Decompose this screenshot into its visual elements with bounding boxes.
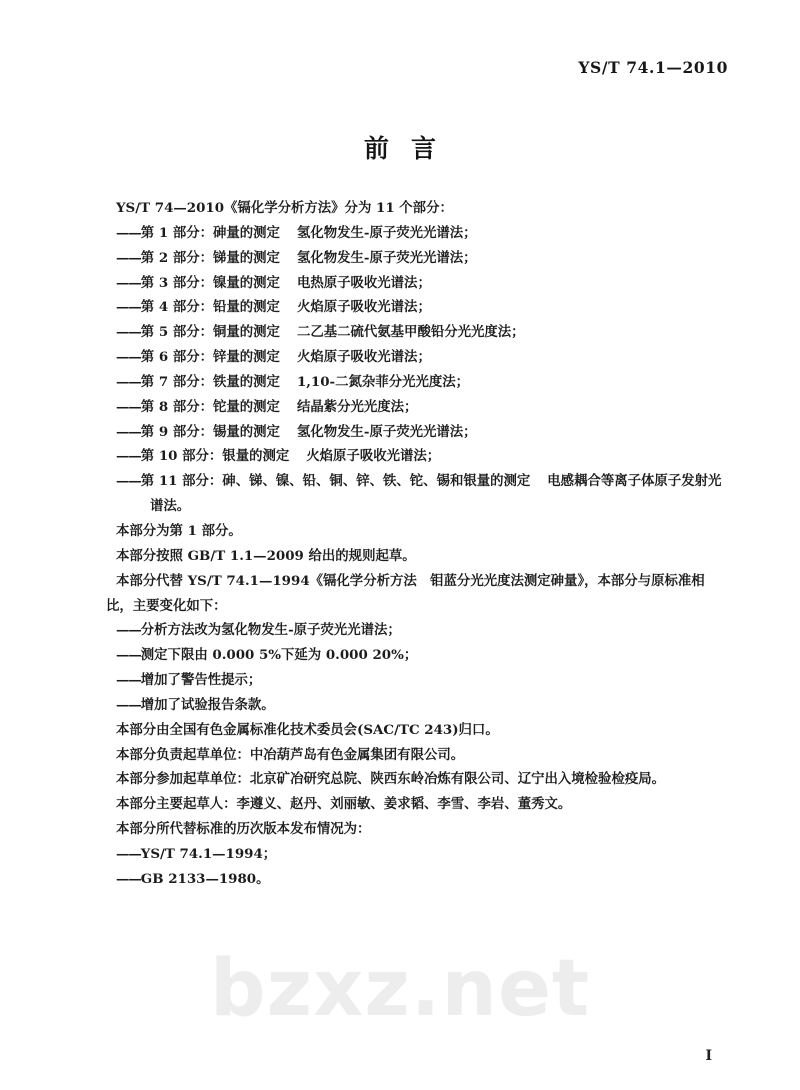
dash-marker: —— bbox=[116, 398, 141, 415]
part-item bbox=[106, 444, 694, 469]
part-method: 氢化物发生-原子荧光光谱法； bbox=[296, 224, 477, 241]
dash-marker: —— bbox=[116, 249, 141, 266]
change-text: 分析方法改为氢化物发生-原子荧光光谱法； bbox=[140, 622, 401, 639]
part-method: 火焰原子吸收光谱法； bbox=[296, 349, 431, 366]
part-method: 1,10-二氮杂菲分光光度法； bbox=[296, 373, 470, 390]
statement-lead-drafter: 本部分负责起草单位：中冶葫芦岛有色金属集团有限公司。 bbox=[116, 746, 465, 763]
page-number: I bbox=[705, 1048, 712, 1064]
dash-marker: —— bbox=[116, 423, 141, 440]
part-label: 第 1 部分：砷量的测定 bbox=[140, 224, 280, 241]
document-body bbox=[106, 196, 722, 892]
history-item bbox=[106, 842, 694, 867]
part-item bbox=[106, 246, 694, 271]
part-method: 氢化物发生-原子荧光光谱法； bbox=[296, 249, 477, 266]
part-item bbox=[106, 221, 694, 246]
part-item bbox=[106, 420, 694, 445]
history-text: GB 2133—1980。 bbox=[140, 870, 270, 887]
dash-marker: —— bbox=[116, 349, 141, 366]
dash-marker: —— bbox=[116, 373, 141, 390]
change-item bbox=[106, 693, 694, 718]
dash-marker: —— bbox=[116, 224, 141, 241]
running-header: YS/T 74.1—2010 bbox=[578, 58, 728, 77]
statement-main-authors: 本部分主要起草人：李遵义、赵丹、刘丽敏、姜求韬、李雪、李岩、董秀文。 bbox=[116, 796, 572, 813]
part-method: 二乙基二硫代氨基甲酸铅分光光度法； bbox=[296, 324, 525, 341]
part-item bbox=[106, 395, 694, 420]
statement-replaces-line2: 比，主要变化如下： bbox=[106, 597, 227, 614]
statement-history-lead: 本部分所代替标准的历次版本发布情况为： bbox=[116, 821, 371, 838]
dash-marker: —— bbox=[116, 696, 141, 713]
statement-this-part: 本部分为第 1 部分。 bbox=[116, 522, 242, 539]
part-label: 第 2 部分：锑量的测定 bbox=[140, 249, 280, 266]
dash-marker: —— bbox=[116, 274, 141, 291]
part-label: 第 10 部分：银量的测定 bbox=[140, 448, 290, 465]
part-item bbox=[106, 295, 694, 320]
change-text: 测定下限由 0.000 5%下延为 0.000 20%； bbox=[140, 647, 418, 664]
change-item bbox=[106, 668, 694, 693]
part-method: 火焰原子吸收光谱法； bbox=[306, 448, 441, 465]
part-item bbox=[106, 370, 694, 395]
history-text: YS/T 74.1—1994； bbox=[140, 845, 277, 862]
part-item bbox=[106, 469, 722, 519]
part-method: 火焰原子吸收光谱法； bbox=[296, 299, 431, 316]
part-method: 结晶紫分光光度法； bbox=[296, 398, 418, 415]
change-text: 增加了警告性提示； bbox=[140, 672, 262, 689]
part-label: 第 6 部分：锌量的测定 bbox=[140, 349, 280, 366]
dash-marker: —— bbox=[116, 845, 141, 862]
dash-marker: —— bbox=[116, 647, 141, 664]
statement-replaces bbox=[106, 569, 705, 619]
part-item bbox=[106, 271, 694, 296]
dash-marker: —— bbox=[116, 473, 141, 490]
statement-replaces-line1: 本部分代替 YS/T 74.1—1994《镉化学分析方法 钼蓝分光光度法测定砷量》，本部分与原标准相 bbox=[116, 572, 705, 589]
watermark: bzxz.net bbox=[209, 944, 591, 1034]
dash-marker: —— bbox=[116, 299, 141, 316]
part-method: 电热原子吸收光谱法； bbox=[296, 274, 431, 291]
dash-marker: —— bbox=[116, 622, 141, 639]
part-label: 第 11 部分：砷、锑、镍、铅、铜、锌、铁、铊、锡和银量的测定 bbox=[140, 473, 531, 490]
part-method-continuation: 谱法。 bbox=[150, 498, 191, 515]
statement-participating-drafters: 本部分参加起草单位：北京矿冶研究总院、陕西东岭冶炼有限公司、辽宁出入境检验检疫局。 bbox=[116, 771, 666, 788]
part-label: 第 9 部分：锡量的测定 bbox=[140, 423, 280, 440]
statement-drafted-per: 本部分按照 GB/T 1.1—2009 给出的规则起草。 bbox=[116, 547, 416, 564]
part-label: 第 3 部分：镍量的测定 bbox=[140, 274, 280, 291]
part-label: 第 5 部分：铜量的测定 bbox=[140, 324, 280, 341]
part-item bbox=[106, 345, 694, 370]
part-method: 氢化物发生-原子荧光光谱法； bbox=[296, 423, 477, 440]
part-item-line1 bbox=[116, 469, 722, 494]
page-title: 前言 bbox=[363, 134, 458, 163]
change-item bbox=[106, 618, 694, 643]
dash-marker: —— bbox=[116, 870, 141, 887]
part-label: 第 8 部分：铊量的测定 bbox=[140, 398, 280, 415]
part-label: 第 4 部分：铅量的测定 bbox=[140, 299, 280, 316]
dash-marker: —— bbox=[116, 448, 141, 465]
dash-marker: —— bbox=[116, 324, 141, 341]
part-item bbox=[106, 320, 694, 345]
statement-administered-by: 本部分由全国有色金属标准化技术委员会(SAC/TC 243)归口。 bbox=[116, 721, 499, 738]
change-item bbox=[106, 643, 694, 668]
change-text: 增加了试验报告条款。 bbox=[140, 696, 275, 713]
part-label: 第 7 部分：铁量的测定 bbox=[140, 373, 280, 390]
intro-lead: YS/T 74—2010《镉化学分析方法》分为 11 个部分： bbox=[116, 200, 453, 216]
part-method: 电感耦合等离子体原子发射光 bbox=[547, 473, 722, 490]
history-item bbox=[106, 867, 694, 892]
dash-marker: —— bbox=[116, 672, 141, 689]
